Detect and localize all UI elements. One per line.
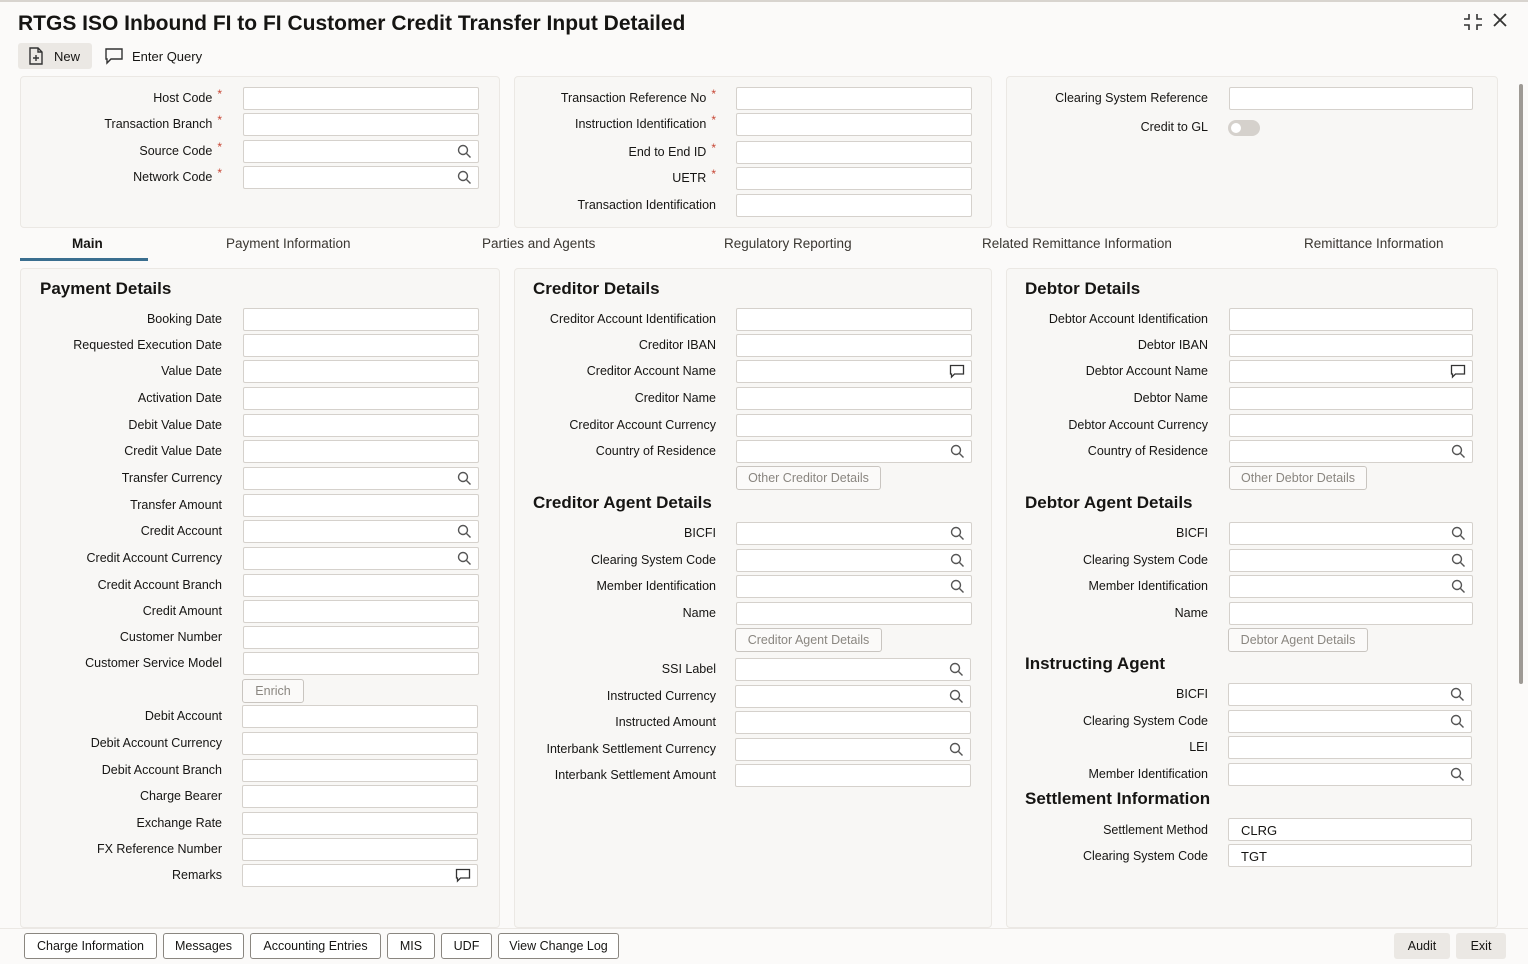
settlement-method-label: Settlement Method — [1103, 823, 1208, 837]
debtor-debtor-name-input[interactable] — [1229, 387, 1473, 410]
debtor-debtor-iban-input[interactable] — [1229, 334, 1473, 357]
settlement-ssi-label-input[interactable] — [735, 658, 971, 681]
search-icon[interactable] — [950, 526, 965, 546]
payment-debit-account-branch-label: Debit Account Branch — [101, 763, 222, 777]
tab-bar — [20, 232, 1498, 262]
settlement-ssi-label-label: SSI Label — [661, 662, 716, 676]
source-code-label: Source Code * — [139, 140, 222, 158]
payment-debit-account-branch-input[interactable] — [242, 759, 478, 782]
payment-charge-bearer-label: Charge Bearer — [140, 789, 222, 803]
debtor-agent-details-button[interactable]: Debtor Agent Details — [1228, 628, 1368, 652]
instructing-agent-title: Instructing Agent — [1025, 654, 1166, 673]
payment-credit-account-label: Credit Account — [140, 524, 222, 538]
tab-parties-and-agents[interactable]: Parties and Agents — [482, 236, 596, 251]
payment-credit-account-currency-input[interactable] — [243, 547, 479, 570]
debtor-agent-member-identification-input[interactable] — [1229, 575, 1473, 598]
new-document-icon — [26, 46, 46, 66]
payment-fx-reference-number-input[interactable] — [242, 838, 478, 861]
payment-debit-value-date-input[interactable] — [243, 414, 479, 437]
scrollbar-thumb[interactable] — [1519, 84, 1523, 684]
search-icon[interactable] — [1451, 526, 1466, 546]
payment-requested-execution-date-input[interactable] — [243, 334, 479, 357]
instruction-identification-input[interactable] — [736, 113, 972, 136]
payment-credit-account-branch-input[interactable] — [243, 574, 479, 597]
udf-button[interactable]: UDF — [441, 933, 492, 959]
clearing-system-reference-input[interactable] — [1229, 87, 1473, 110]
payment-transfer-amount-label: Transfer Amount — [130, 498, 222, 512]
network-code-label: Network Code * — [133, 166, 222, 184]
payment-debit-account-label: Debit Account — [144, 709, 222, 723]
payment-details-title: Payment Details — [40, 279, 172, 298]
exit-button[interactable]: Exit — [1456, 933, 1506, 959]
debtor-debtor-account-identification-input[interactable] — [1229, 308, 1473, 331]
payment-credit-amount-label: Credit Amount — [142, 604, 222, 618]
settlement-interbank-settlement-amount-input[interactable] — [735, 764, 971, 787]
settlement-instructed-amount-label: Instructed Amount — [615, 715, 716, 729]
host-code-label: Host Code * — [153, 87, 222, 105]
tab-related-remittance-information[interactable]: Related Remittance Information — [982, 236, 1172, 251]
creditor-creditor-account-identification-label: Creditor Account Identification — [549, 312, 716, 326]
transaction-identification-input[interactable] — [736, 194, 972, 217]
payment-customer-number-input[interactable] — [243, 626, 479, 649]
creditor-creditor-iban-label: Creditor IBAN — [638, 338, 716, 352]
creditor-country-of-residence-input[interactable] — [736, 440, 972, 463]
tab-main[interactable]: Main — [72, 236, 103, 251]
charge-information-button[interactable]: Charge Information — [24, 933, 157, 959]
search-icon[interactable] — [950, 579, 965, 599]
payment-exchange-rate-input[interactable] — [242, 812, 478, 835]
active-tab-indicator — [20, 258, 148, 261]
payment-debit-account-currency-label: Debit Account Currency — [90, 736, 222, 750]
instruction-identification-label: Instruction Identification * — [575, 113, 716, 131]
payment-remarks-label: Remarks — [171, 868, 222, 882]
accounting-entries-button[interactable]: Accounting Entries — [250, 933, 381, 959]
creditor-agent-bicfi-input[interactable] — [736, 522, 972, 545]
search-icon[interactable] — [457, 144, 472, 164]
creditor-agent-member-identification-input[interactable] — [736, 575, 972, 598]
page-title: RTGS ISO Inbound FI to FI Customer Credit Transfer Input Detailed — [18, 12, 686, 35]
settlement-interbank-settlement-currency-label: Interbank Settlement Currency — [546, 742, 716, 756]
payment-remarks-input[interactable] — [242, 864, 478, 887]
payment-activation-date-label: Activation Date — [137, 391, 222, 405]
payment-transfer-amount-input[interactable] — [243, 494, 479, 517]
other-creditor-details-button[interactable]: Other Creditor Details — [736, 466, 881, 490]
creditor-agent-member-identification-label: Member Identification — [596, 579, 716, 593]
debtor-agent-name-input[interactable] — [1229, 602, 1473, 625]
other-debtor-details-button[interactable]: Other Debtor Details — [1229, 466, 1367, 490]
search-icon[interactable] — [949, 742, 964, 762]
debtor-debtor-account-name-label: Debtor Account Name — [1085, 364, 1208, 378]
debtor-country-of-residence-input[interactable] — [1229, 440, 1473, 463]
search-icon[interactable] — [949, 689, 964, 709]
settlement-information-title: Settlement Information — [1025, 789, 1211, 808]
creditor-agent-clearing-system-code-label: Clearing System Code — [590, 553, 716, 567]
creditor-agent-clearing-system-code-input[interactable] — [736, 549, 972, 572]
creditor-details-title: Creditor Details — [533, 279, 660, 298]
search-icon[interactable] — [1451, 579, 1466, 599]
debtor-debtor-account-name-input[interactable] — [1229, 360, 1473, 383]
transaction-branch-input[interactable] — [243, 113, 479, 136]
debtor-debtor-account-identification-label: Debtor Account Identification — [1048, 312, 1208, 326]
payment-credit-amount-input[interactable] — [243, 600, 479, 623]
creditor-creditor-account-name-input[interactable] — [736, 360, 972, 383]
query-icon — [104, 47, 124, 65]
instructing-agent-bicfi-input[interactable] — [1228, 683, 1472, 706]
instructing-agent-lei-input[interactable] — [1228, 736, 1472, 759]
creditor-agent-details-button[interactable]: Creditor Agent Details — [735, 628, 882, 652]
payment-credit-value-date-label: Credit Value Date — [124, 444, 222, 458]
payment-credit-account-branch-label: Credit Account Branch — [97, 578, 222, 592]
creditor-agent-name-input[interactable] — [736, 602, 972, 625]
instructing-agent-member-identification-label: Member Identification — [1088, 767, 1208, 781]
payment-customer-number-label: Customer Number — [119, 630, 222, 644]
view-change-log-button[interactable]: View Change Log — [498, 933, 619, 959]
search-icon[interactable] — [949, 662, 964, 682]
settlement-clearing-system-code-label: Clearing System Code — [1082, 849, 1208, 863]
debtor-agent-bicfi-label: BICFI — [1176, 526, 1208, 540]
payment-credit-account-currency-label: Credit Account Currency — [86, 551, 222, 565]
payment-debit-account-currency-input[interactable] — [242, 732, 478, 755]
payment-credit-value-date-input[interactable] — [243, 440, 479, 463]
settlement-instructed-currency-label: Instructed Currency — [606, 689, 716, 703]
end-to-end-id-label: End to End ID * — [628, 141, 716, 159]
debtor-agent-name-label: Name — [1174, 606, 1208, 620]
comment-icon[interactable] — [455, 868, 471, 888]
vertical-scrollbar[interactable] — [1518, 74, 1524, 924]
maximize-icon[interactable] — [1462, 12, 1484, 37]
creditor-creditor-account-currency-label: Creditor Account Currency — [569, 418, 716, 432]
audit-button[interactable]: Audit — [1394, 933, 1450, 959]
creditor-agent-name-label: Name — [682, 606, 716, 620]
enrich-button[interactable]: Enrich — [242, 679, 304, 703]
payment-debit-account-input[interactable] — [242, 705, 478, 728]
instructing-agent-lei-label: LEI — [1189, 740, 1208, 754]
footer-bar — [0, 928, 1528, 964]
debtor-agent-details-title: Debtor Agent Details — [1025, 493, 1193, 512]
clearing-system-reference-label: Clearing System Reference — [1055, 91, 1208, 105]
mis-button[interactable]: MIS — [387, 933, 435, 959]
search-icon[interactable] — [457, 471, 472, 491]
search-icon[interactable] — [457, 170, 472, 190]
payment-customer-service-model-input[interactable] — [243, 652, 479, 675]
transaction-reference-no-label: Transaction Reference No * — [560, 87, 716, 105]
search-icon[interactable] — [457, 524, 472, 544]
instructing-agent-clearing-system-code-label: Clearing System Code — [1082, 714, 1208, 728]
debtor-debtor-account-currency-label: Debtor Account Currency — [1068, 418, 1208, 432]
payment-value-date-input[interactable] — [243, 360, 479, 383]
transaction-reference-no-input[interactable] — [736, 87, 972, 110]
debtor-debtor-account-currency-input[interactable] — [1229, 414, 1473, 437]
search-icon[interactable] — [1451, 444, 1466, 464]
end-to-end-id-input[interactable] — [736, 141, 972, 164]
enter-query-button[interactable] — [96, 43, 214, 69]
payment-fx-reference-number-label: FX Reference Number — [96, 842, 222, 856]
creditor-creditor-iban-input[interactable] — [736, 334, 972, 357]
settlement-instructed-amount-input[interactable] — [735, 711, 971, 734]
search-icon[interactable] — [1450, 714, 1465, 734]
payment-exchange-rate-label: Exchange Rate — [136, 816, 222, 830]
credit-to-gl-toggle[interactable] — [1228, 120, 1260, 136]
transaction-branch-label: Transaction Branch * — [104, 113, 222, 131]
payment-activation-date-input[interactable] — [243, 387, 479, 410]
tab-payment-information[interactable]: Payment Information — [226, 236, 351, 251]
payment-credit-account-input[interactable] — [243, 520, 479, 543]
creditor-creditor-account-identification-input[interactable] — [736, 308, 972, 331]
close-icon[interactable] — [1492, 12, 1508, 33]
new-button[interactable] — [18, 43, 92, 69]
settlement-interbank-settlement-currency-input[interactable] — [735, 738, 971, 761]
network-code-input[interactable] — [243, 166, 479, 189]
creditor-creditor-account-name-label: Creditor Account Name — [586, 364, 716, 378]
tab-regulatory-reporting[interactable]: Regulatory Reporting — [724, 236, 852, 251]
debtor-details-title: Debtor Details — [1025, 279, 1141, 298]
settlement-clearing-system-code-input[interactable]: TGT — [1228, 844, 1472, 867]
debtor-debtor-iban-label: Debtor IBAN — [1137, 338, 1208, 352]
source-code-input[interactable] — [243, 140, 479, 163]
debtor-debtor-name-label: Debtor Name — [1133, 391, 1208, 405]
search-icon[interactable] — [457, 551, 472, 571]
toolbar — [18, 42, 214, 70]
tab-remittance-information[interactable]: Remittance Information — [1304, 236, 1444, 251]
instructing-agent-member-identification-input[interactable] — [1228, 763, 1472, 786]
debtor-agent-clearing-system-code-input[interactable] — [1229, 549, 1473, 572]
payment-transfer-currency-input[interactable] — [243, 467, 479, 490]
enter-query-label: Enter Query — [132, 48, 203, 64]
new-label: New — [54, 48, 81, 64]
instructing-agent-clearing-system-code-input[interactable] — [1228, 710, 1472, 733]
payment-value-date-label: Value Date — [161, 364, 222, 378]
creditor-country-of-residence-label: Country of Residence — [595, 444, 716, 458]
debtor-agent-member-identification-label: Member Identification — [1088, 579, 1208, 593]
search-icon[interactable] — [1450, 767, 1465, 787]
creditor-agent-bicfi-label: BICFI — [684, 526, 716, 540]
payment-booking-date-label: Booking Date — [146, 312, 222, 326]
payment-transfer-currency-label: Transfer Currency — [121, 471, 222, 485]
uetr-input[interactable] — [736, 167, 972, 190]
search-icon[interactable] — [1451, 553, 1466, 573]
payment-debit-value-date-label: Debit Value Date — [128, 418, 222, 432]
comment-icon[interactable] — [949, 364, 965, 384]
comment-icon[interactable] — [1450, 364, 1466, 384]
creditor-creditor-name-label: Creditor Name — [634, 391, 716, 405]
creditor-creditor-account-currency-input[interactable] — [736, 414, 972, 437]
host-code-input[interactable] — [243, 87, 479, 110]
settlement-interbank-settlement-amount-label: Interbank Settlement Amount — [554, 768, 716, 782]
search-icon[interactable] — [1450, 687, 1465, 707]
payment-requested-execution-date-label: Requested Execution Date — [73, 338, 222, 352]
credit-to-gl-label: Credit to GL — [1140, 120, 1208, 134]
debtor-country-of-residence-label: Country of Residence — [1087, 444, 1208, 458]
payment-booking-date-input[interactable] — [243, 308, 479, 331]
search-icon[interactable] — [950, 553, 965, 573]
creditor-creditor-name-input[interactable] — [736, 387, 972, 410]
creditor-agent-details-title: Creditor Agent Details — [533, 493, 712, 512]
payment-customer-service-model-label: Customer Service Model — [85, 656, 222, 670]
instructing-agent-bicfi-label: BICFI — [1176, 687, 1208, 701]
debtor-agent-bicfi-input[interactable] — [1229, 522, 1473, 545]
settlement-instructed-currency-input[interactable] — [735, 685, 971, 708]
transaction-identification-label: Transaction Identification — [577, 198, 716, 212]
uetr-label: UETR * — [672, 167, 716, 185]
debtor-agent-clearing-system-code-label: Clearing System Code — [1082, 553, 1208, 567]
messages-button[interactable]: Messages — [163, 933, 244, 959]
search-icon[interactable] — [950, 444, 965, 464]
settlement-method-input[interactable]: CLRG — [1228, 818, 1472, 841]
payment-charge-bearer-input[interactable] — [242, 785, 478, 808]
